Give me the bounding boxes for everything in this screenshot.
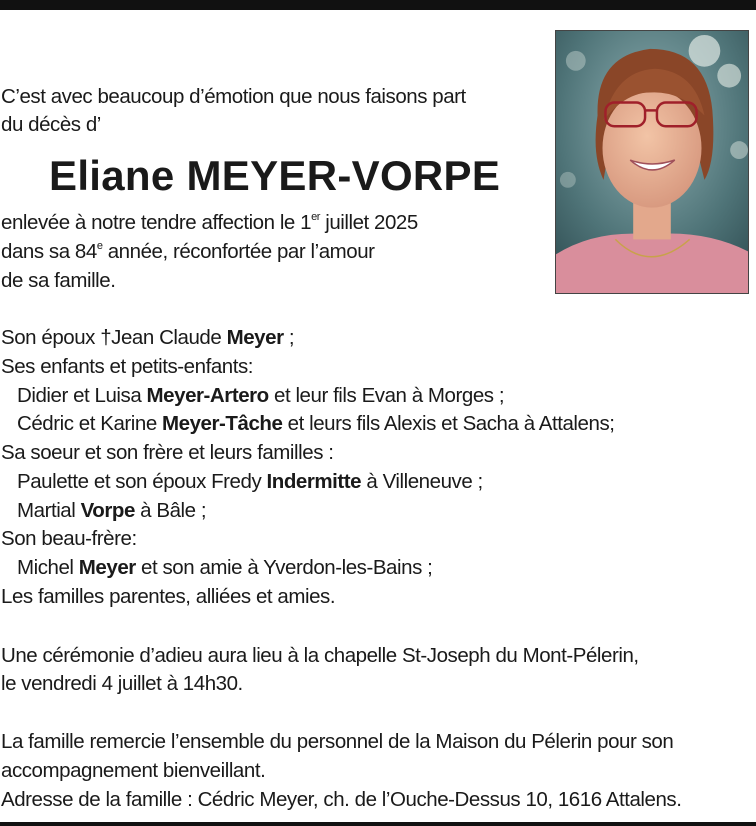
portrait-photo <box>555 30 749 294</box>
intro-line-2: du décès d’ <box>1 113 101 136</box>
announcement-line-3: de sa famille. <box>1 269 116 292</box>
child-1-line: Didier et Luisa Meyer-Artero et leur fils Evan à Morges ; <box>17 384 505 407</box>
inlaw-heading: Son beau-frère: <box>1 527 137 550</box>
spouse-line: Son époux †Jean Claude Meyer ; <box>1 326 295 349</box>
children-heading: Ses enfants et petits-enfants: <box>1 355 254 378</box>
child-2-line: Cédric et Karine Meyer-Tâche et leurs fils Alexis et Sacha à Attalens; <box>17 412 615 435</box>
sibling-1-line: Paulette et son époux Fredy Indermitte à Villeneuve ; <box>17 470 483 493</box>
bottom-rule <box>0 822 756 826</box>
announcement-line-2: dans sa 84e année, réconfortée par l’amour <box>1 240 375 263</box>
announcement-line-1: enlevée à notre tendre affection le 1er juillet 2025 <box>1 211 418 234</box>
thanks-line-2: accompagnement bienveillant. <box>1 759 266 782</box>
ceremony-line-1: Une cérémonie d’adieu aura lieu à la chapelle St-Joseph du Mont-Pélerin, <box>1 644 639 667</box>
intro-line-1: C’est avec beaucoup d’émotion que nous faisons part <box>1 85 466 108</box>
inlaw-1-line: Michel Meyer et son amie à Yverdon-les-Bains ; <box>17 556 433 579</box>
top-rule <box>0 0 756 10</box>
deceased-name: Eliane MEYER-VORPE <box>49 152 501 199</box>
sibling-2-line: Martial Vorpe à Bâle ; <box>17 499 207 522</box>
ceremony-line-2: le vendredi 4 juillet à 14h30. <box>1 672 243 695</box>
family-address: Adresse de la famille : Cédric Meyer, ch. de l’Ouche-Dessus 10, 1616 Attalens. <box>1 788 682 811</box>
relatives-line: Les familles parentes, alliées et amies. <box>1 585 336 608</box>
siblings-heading: Sa soeur et son frère et leurs familles : <box>1 441 334 464</box>
thanks-line-1: La famille remercie l’ensemble du personnel de la Maison du Pélerin pour son <box>1 730 674 753</box>
